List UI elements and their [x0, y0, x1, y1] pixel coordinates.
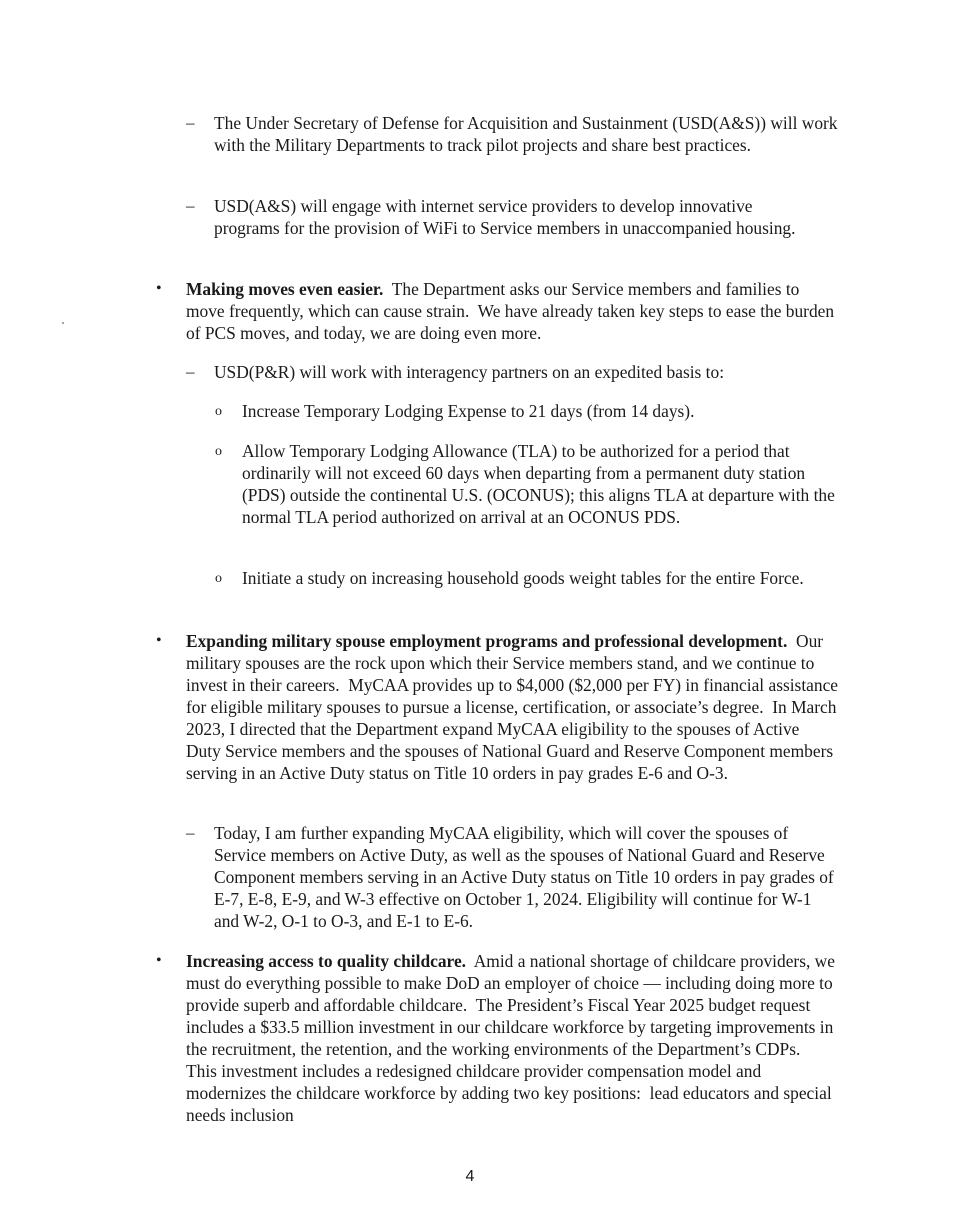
bullet-marker: • [156, 280, 162, 297]
item-body: The Department asks our Service members and families to move frequently, which can cause strain. We have already taken key steps to ease the burden of PCS moves, and today, we are doing even more. [186, 279, 839, 343]
dash-marker: – [186, 196, 195, 215]
item-text: USD(P&R) will work with interagency partners on an expedited basis to: [214, 362, 725, 382]
dash-marker: – [186, 362, 195, 381]
item-heading: Making moves even easier. [186, 279, 384, 299]
item-text [186, 278, 838, 344]
item-body: Our military spouses are the rock upon which their Service members stand, and we continue to invest in their careers. MyCAA provides up to $4,000 ($2,000 per FY) in financial assistance for eligible military spouses to pursue a license, certification, or associate’s degree. In March 2023, I directed that the Department expand MyCAA eligibility to the spouses of Active Duty Service members and the spouses of National Guard and Reserve Component members serving in an Active Duty status on Title 10 orders in pay grades E-6 and O-3. [186, 631, 843, 783]
item-text: Today, I am further expanding MyCAA eligibility, which will cover the spouses of Service members on Active Duty, as well as the spouses of National Guard and Reserve Component members serving in an Active Duty status on Title 10 orders in pay grades of E-7, E-8, E-9, and W-3 effective on October 1, 2024. Eligibility will continue for W-1 and W-2, O-1 to O-3, and E-1 to E-6. [214, 823, 834, 931]
item-text: Initiate a study on increasing household goods weight tables for the entire Force. [242, 568, 804, 588]
item-text: USD(A&S) will engage with internet service providers to develop innovative programs for the provision of WiFi to Service members in unaccompanied housing. [214, 196, 796, 238]
circle-marker: o [215, 404, 222, 419]
item-text [186, 950, 840, 1126]
circle-marker: o [215, 444, 222, 459]
scan-artifact [62, 322, 64, 324]
item-text: Allow Temporary Lodging Allowance (TLA) to be authorized for a period that ordinarily will not exceed 60 days when departing from a permanent duty station (PDS) outside the continental U.S. (OCONUS); this aligns TLA at departure with the normal TLA period authorized on arrival at an OCONUS PDS. [242, 441, 835, 527]
item-text [186, 630, 843, 784]
item-text: Increase Temporary Lodging Expense to 21 days (from 14 days). [242, 401, 695, 421]
dash-marker: – [186, 823, 195, 842]
circle-marker: o [215, 571, 222, 586]
bullet-marker: • [156, 632, 162, 649]
page-number: 4 [465, 1168, 475, 1185]
item-body: Amid a national shortage of childcare providers, we must do everything possible to make DoD an employer of choice — including doing more to provide superb and affordable childcare. The President’s Fiscal Year 2025 budget request includes a $33.5 million investment in our childcare workforce by targeting improvements in the recruitment, the retention, and the working environments of the Department’s CDPs. This investment includes a redesigned childcare provider compensation model and modernizes the childcare workforce by adding two key positions: lead educators and special needs inclusion [186, 951, 840, 1125]
item-text: The Under Secretary of Defense for Acquisition and Sustainment (USD(A&S)) will work with the Military Departments to track pilot projects and share best practices. [214, 113, 838, 155]
item-heading: Expanding military spouse employment programs and professional development. [186, 631, 788, 651]
item-heading: Increasing access to quality childcare. [186, 951, 467, 971]
dash-marker: – [186, 113, 195, 132]
bullet-marker: • [156, 952, 162, 969]
